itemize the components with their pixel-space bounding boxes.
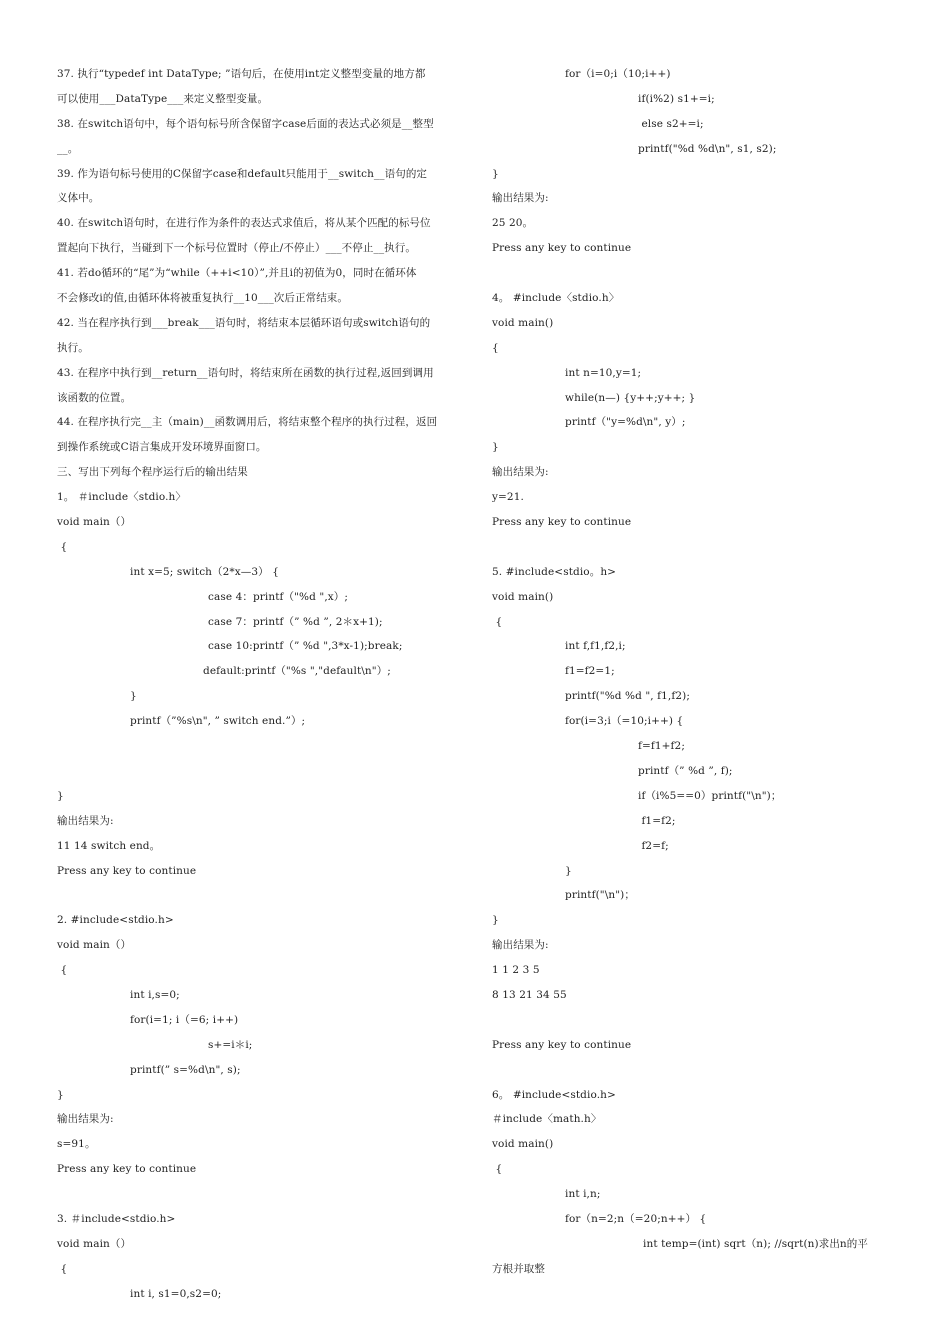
right-line: printf("\n")； [565, 889, 635, 902]
left-line: 该函数的位置。 [57, 391, 132, 404]
right-line: 输出结果为: [492, 939, 549, 952]
left-line: printf（”%s\n", ” switch end.”）; [130, 715, 306, 728]
right-line: { [492, 341, 499, 354]
right-line: Press any key to continue [492, 242, 632, 255]
left-line: default:printf（"%s ","default\n"）; [203, 665, 391, 678]
left-line [57, 883, 477, 908]
left-line: 置起向下执行，当碰到下一个标号位置时（停止/不停止）___不停止__执行。 [57, 242, 416, 255]
right-line [492, 1008, 912, 1033]
right-line: for（i=0;i（10;i++) [565, 68, 671, 80]
left-line: 43. 在程序中执行到__return__语句时，将结束所在函数的执行过程,返回到调用 [57, 366, 434, 379]
left-line: 输出结果为: [57, 814, 114, 827]
left-line: 1。 ＃include〈stdio.h〉 [57, 491, 186, 504]
left-line: { [57, 540, 68, 553]
left-line: 40. 在switch语句时，在进行作为条件的表达式求值后，将从某个匹配的标号位 [57, 217, 431, 230]
left-line: s+=i＊i; [208, 1038, 253, 1051]
right-line: printf（” %d ”, f); [638, 764, 733, 777]
right-line: int f,f1,f2,i; [565, 640, 626, 653]
right-line: 方根并取整 [492, 1262, 545, 1275]
left-column [57, 62, 477, 1307]
left-line: 执行。 [57, 341, 89, 354]
left-line: s=91。 [57, 1138, 96, 1151]
right-line: int temp=(int) sqrt（n); //sqrt(n)求出n的平 [643, 1237, 868, 1250]
left-line: 不会修改i的值,由循环体将被重复执行__10___次后正常结束。 [57, 292, 349, 305]
left-line: case 10:printf（” %d ",3*x-1);break; [208, 640, 403, 653]
left-line: int i, s1=0,s2=0; [130, 1287, 222, 1300]
right-line: ＃include〈math.h〉 [492, 1113, 602, 1126]
right-line [492, 535, 912, 560]
right-line: printf（"y=%d\n", y）; [565, 416, 686, 429]
right-line [492, 1058, 912, 1083]
left-line: 39. 作为语句标号使用的C保留字case和default只能用于__switch__语句的定 [57, 167, 428, 180]
left-line: Press any key to continue [57, 1163, 197, 1176]
right-line: void main() [492, 590, 554, 603]
left-line: int x=5; switch（2*x—3） { [130, 565, 279, 578]
right-line: if(i%2) s1+=i; [638, 92, 715, 105]
left-line: 41. 若do循环的“尾”为“while（++i<10）”,并且i的初值为0，同时在循环体 [57, 267, 417, 280]
right-line: Press any key to continue [492, 516, 632, 529]
left-line: int i,s=0; [130, 988, 180, 1001]
left-line: case 4：printf（"%d ",x）; [208, 590, 349, 603]
right-line: int i,n; [565, 1188, 601, 1201]
left-line: __。 [57, 142, 79, 155]
right-column [492, 62, 912, 1282]
left-line: void main（） [57, 1237, 132, 1250]
left-line [57, 734, 477, 759]
right-line: printf("%d %d ", f1,f2); [565, 690, 690, 703]
right-line: f=f1+f2; [638, 740, 685, 753]
right-line: for（n=2;n（=20;n++） { [565, 1212, 707, 1225]
left-line: void main（） [57, 516, 132, 529]
right-line: f1=f2; [638, 814, 676, 827]
right-line: if（i%5==0）printf("\n")； [638, 789, 782, 802]
left-line: 可以使用___DataType___来定义整型变量。 [57, 92, 269, 105]
left-line: 37. 执行“typedef int DataType; ”语句后，在使用int定义整型变量的地方都 [57, 68, 426, 80]
right-line: f2=f; [638, 839, 669, 852]
left-line: } [130, 690, 137, 703]
right-line: { [492, 615, 503, 628]
right-line: 5. #include<stdio。h> [492, 565, 617, 578]
left-line: Press any key to continue [57, 864, 197, 877]
left-line [57, 1182, 477, 1207]
right-line: while(n—) {y++;y++; } [565, 391, 696, 404]
right-line: Press any key to continue [492, 1038, 632, 1051]
left-line: 3. ＃include<stdio.h> [57, 1212, 176, 1225]
left-line: { [57, 1262, 68, 1275]
right-line [492, 261, 912, 286]
left-line: 11 14 switch end。 [57, 839, 161, 852]
left-line: for(i=1; i（=6; i++) [130, 1013, 239, 1026]
right-line: 8 13 21 34 55 [492, 988, 567, 1001]
right-line: int n=10,y=1; [565, 366, 642, 379]
right-line: else s2+=i; [638, 117, 704, 130]
left-line: 到操作系统或C语言集成开发环境界面窗口。 [57, 441, 267, 454]
left-line: } [57, 1088, 64, 1101]
right-line: 4。 #include〈stdio.h〉 [492, 292, 620, 305]
right-line: y=21. [492, 491, 524, 504]
right-line: } [492, 914, 499, 927]
right-line: void main() [492, 316, 554, 329]
right-line: 1 1 2 3 5 [492, 964, 540, 977]
left-line: 42. 当在程序执行到___break___语句时，将结束本层循环语句或switch语句的 [57, 316, 431, 329]
right-line: } [492, 167, 499, 180]
left-line: void main（） [57, 939, 132, 952]
right-line: for(i=3;i（=10;i++) { [565, 715, 684, 728]
right-line: } [565, 864, 572, 877]
left-line: 2. #include<stdio.h> [57, 914, 174, 927]
right-line: 6。 #include<stdio.h> [492, 1088, 616, 1101]
left-line: { [57, 964, 68, 977]
right-line: 输出结果为: [492, 192, 549, 205]
right-line: f1=f2=1; [565, 665, 615, 678]
left-line: 义体中。 [57, 192, 100, 205]
left-line: } [57, 789, 64, 802]
right-line: 输出结果为: [492, 466, 549, 479]
left-line: 输出结果为: [57, 1113, 114, 1126]
right-line: 25 20。 [492, 217, 534, 230]
left-line: 44. 在程序执行完__主（main)__函数调用后，将结束整个程序的执行过程，返回 [57, 416, 438, 429]
right-line: printf("%d %d\n", s1, s2); [638, 142, 777, 155]
left-line: printf(” s=%d\n", s); [130, 1063, 241, 1076]
right-line: void main() [492, 1138, 554, 1151]
left-line [57, 759, 477, 784]
left-line: case 7：printf（” %d ”, 2＊x+1); [208, 615, 383, 628]
left-line: 三、写出下列每个程序运行后的输出结果 [57, 466, 248, 479]
right-line: { [492, 1163, 503, 1176]
right-line: } [492, 441, 499, 454]
left-line: 38. 在switch语句中，每个语句标号所含保留字case后面的表达式必须是__整型 [57, 117, 434, 130]
